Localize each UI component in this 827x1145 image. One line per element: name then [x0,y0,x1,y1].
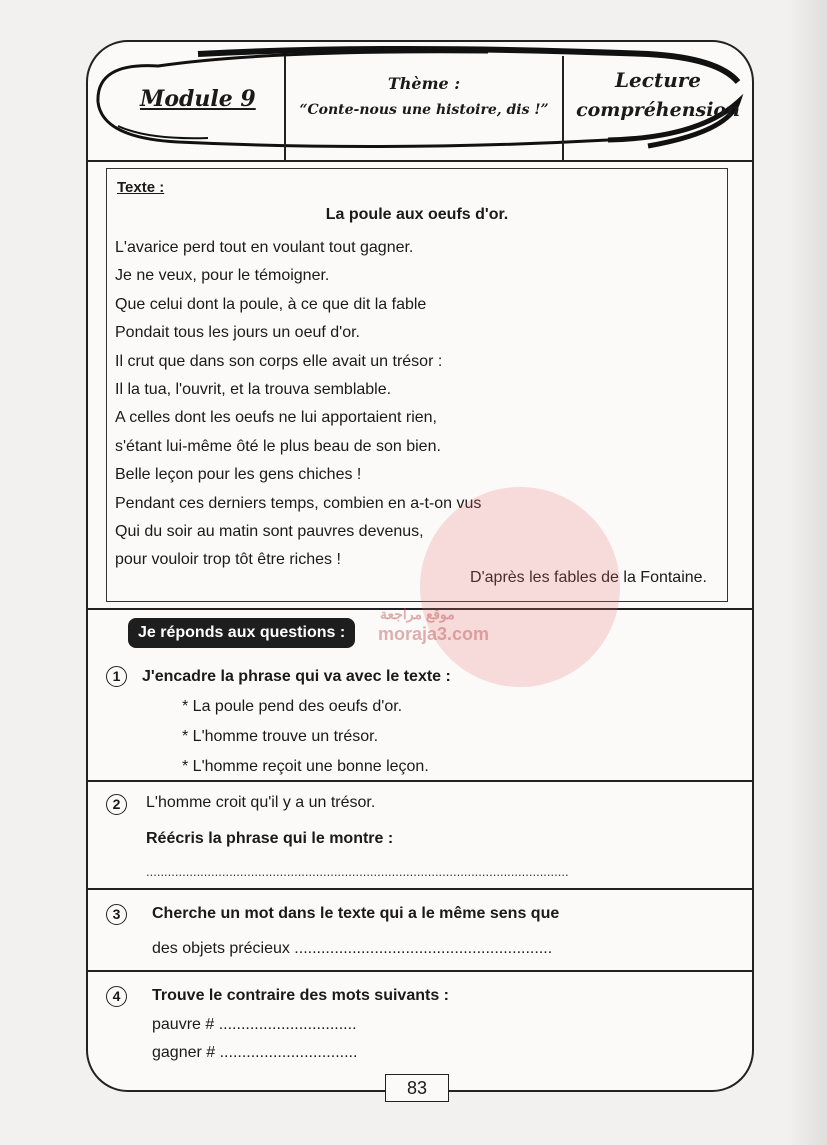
poem-title: La poule aux oeufs d'or. [325,206,509,223]
text-label: Texte : [117,179,165,196]
poem-lines [115,234,481,575]
text-box [106,168,728,602]
watermark-site: moraja3.com [378,624,490,644]
poem-line: Belle leçon pour les gens chiches ! [115,466,362,484]
watermark-logo [420,487,620,687]
section-divider [88,970,752,972]
q2-answer-line[interactable]: ..................................................................................................................... [146,864,569,879]
poem-line: Pendant ces derniers temps, combien en a-t-on vus [115,494,482,512]
theme-label: Thème : [387,74,461,93]
questions-header: Je réponds aux questions : [128,618,355,648]
worksheet-frame [86,40,754,1092]
q1-option-3[interactable]: * L'homme reçoit une bonne leçon. [182,758,429,775]
question-number-4: 4 [106,986,127,1007]
page-number: 83 [385,1074,449,1102]
q1-option-1[interactable]: * La poule pend des oeufs d'or. [182,698,403,715]
theme-title: “Conte-nous une histoire, dis !” [299,102,549,118]
q4-item-pauvre[interactable]: pauvre # ............................... [152,1016,357,1033]
q4-item-gagner[interactable]: gagner # ............................... [152,1044,358,1061]
section-divider [88,780,752,782]
section-title-line1: Lecture [614,68,701,92]
q4-prompt: Trouve le contraire des mots suivants : [152,987,449,1004]
q3-answer-line[interactable]: des objets précieux .......................................................... [152,940,553,957]
watermark-arabic: موقع مراجعة [380,606,455,622]
poem-line: Pondait tous les jours un oeuf d'or. [115,324,360,342]
q2-prompt: Réécris la phrase qui le montre : [146,830,394,847]
question-number-2: 2 [106,794,127,815]
page-edge-shadow [787,0,827,1145]
poem-line: L'avarice perd tout en voulant tout gagner. [115,239,414,256]
worksheet-header [88,42,752,162]
q2-statement: L'homme croit qu'il y a un trésor. [146,794,376,811]
poem-line: A celles dont les oeufs ne lui apportaient rien, [115,409,437,427]
poem-line: s'étant lui-même ôté le plus beau de son bien. [115,437,441,455]
question-number-3: 3 [106,904,127,925]
poem-line: pour vouloir trop tôt être riches ! [115,551,341,569]
text-source: D'après les fables de la Fontaine. [470,569,707,586]
question-number-1: 1 [106,666,127,687]
poem-line: Il crut que dans son corps elle avait un trésor : [115,352,443,370]
section-divider [88,888,752,890]
poem-line: Il la tua, l'ouvrit, et la trouva semblable. [115,380,392,398]
poem-line: Que celui dont la poule, à ce que dit la fable [115,295,427,313]
poem-line: Qui du soir au matin sont pauvres devenus, [115,522,424,540]
module-label: Module 9 [140,86,256,112]
section-title-line2: compréhension [576,99,740,121]
q3-prompt: Cherche un mot dans le texte qui a le même sens que [152,905,560,922]
q1-option-2[interactable]: * L'homme trouve un trésor. [182,728,379,745]
q1-prompt: J'encadre la phrase qui va avec le texte : [142,668,451,685]
poem-line: Je ne veux, pour le témoigner. [115,267,330,285]
